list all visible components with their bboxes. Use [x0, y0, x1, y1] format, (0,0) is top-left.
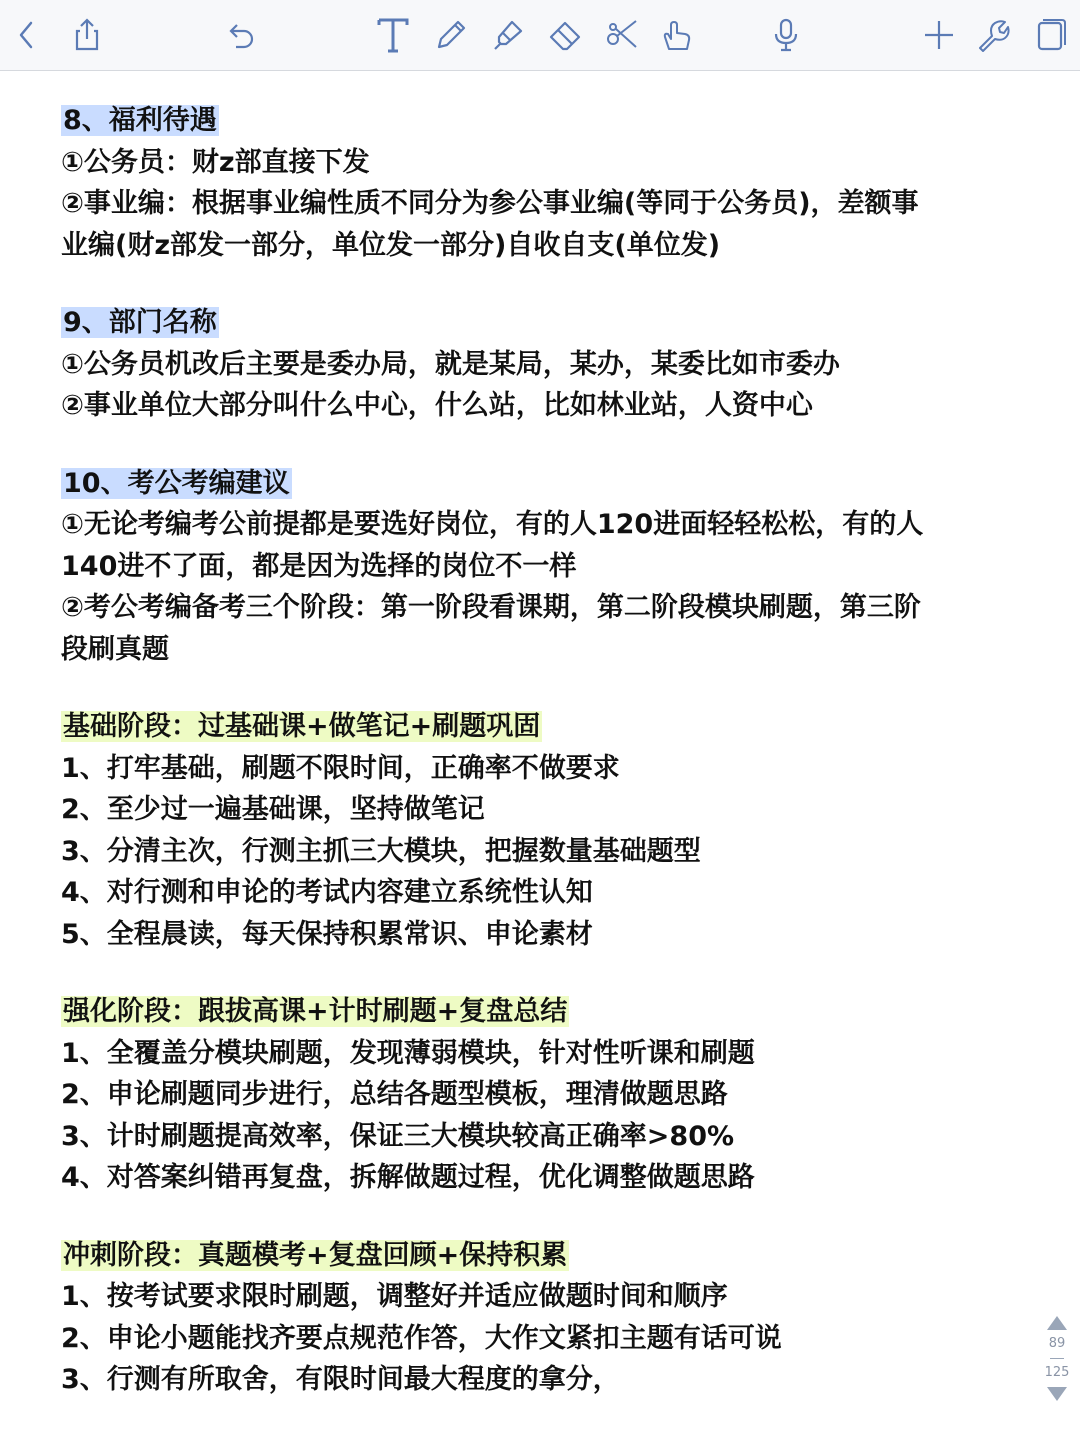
note-line: 1、全覆盖分模块刷题，发现薄弱模块，针对性听课和刷题 [61, 1037, 755, 1069]
share-icon[interactable] [64, 12, 110, 58]
note-line: ②事业单位大部分叫什么中心，什么站，比如林业站，人资中心 [61, 390, 813, 421]
back-icon[interactable] [4, 12, 50, 58]
hand-icon[interactable] [654, 12, 700, 58]
note-content[interactable] [61, 100, 1021, 1401]
section-heading: 8、福利待遇 [63, 105, 217, 136]
note-line: 2、申论刷题同步进行，总结各题型模板，理清做题思路 [61, 1079, 728, 1110]
page-indicator [1044, 1316, 1070, 1416]
pen-icon[interactable] [428, 12, 474, 58]
note-line: 业编(财z部发一部分，单位发一部分)自收自支(单位发) [61, 229, 721, 261]
note-line: ①公务员机改后主要是委办局，就是某局，某办，某委比如市委办 [61, 348, 840, 380]
page-down-icon[interactable] [1047, 1387, 1067, 1401]
undo-icon[interactable] [217, 12, 263, 58]
current-page: 89 [1048, 1336, 1066, 1351]
note-line: 1、按考试要求限时刷题，调整好并适应做题时间和顺序 [61, 1281, 728, 1312]
add-icon[interactable] [916, 12, 962, 58]
page-divider [1050, 1358, 1064, 1359]
section-heading: 冲刺阶段：真题模考+复盘回顾+保持积累 [63, 1239, 568, 1271]
note-line: 1、打牢基础，刷题不限时间，正确率不做要求 [61, 752, 620, 784]
top-toolbar [0, 0, 1080, 71]
note-line: ②考公考编备考三个阶段：第一阶段看课期，第二阶段模块刷题，第三阶 [61, 592, 921, 623]
lasso-icon[interactable] [599, 12, 645, 58]
eraser-icon[interactable] [542, 12, 588, 58]
note-line: ①无论考编考公前提都是要选好岗位，有的人120进面轻轻松松，有的人 [61, 509, 924, 540]
note-line: 4、对行测和申论的考试内容建立系统性认知 [61, 877, 593, 908]
note-line: 3、计时刷题提高效率，保证三大模块较高正确率>80% [61, 1120, 735, 1152]
section-heading: 强化阶段：跟拔高课+计时刷题+复盘总结 [63, 996, 568, 1027]
microphone-icon[interactable] [763, 12, 809, 58]
note-line: ②事业编：根据事业编性质不同分为参公事业编(等同于公务员)，差额事 [61, 188, 919, 219]
page-up-icon[interactable] [1047, 1316, 1067, 1330]
section-heading: 基础阶段：过基础课+做笔记+刷题巩固 [63, 711, 541, 742]
note-line: ①公务员：财z部直接下发 [61, 146, 370, 178]
section-heading: 10、考公考编建议 [63, 467, 290, 499]
note-line: 4、对答案纠错再复盘，拆解做题过程，优化调整做题思路 [61, 1162, 755, 1193]
note-line: 140进不了面，都是因为选择的岗位不一样 [61, 550, 577, 582]
page-icon[interactable] [1027, 12, 1073, 58]
note-line: 2、至少过一遍基础课，坚持做笔记 [61, 794, 485, 825]
section-heading: 9、部门名称 [63, 307, 217, 338]
note-line: 5、全程晨读，每天保持积累常识、申论素材 [61, 918, 593, 950]
text-tool-icon[interactable] [370, 12, 416, 58]
wrench-icon[interactable] [970, 12, 1016, 58]
note-line: 段刷真题 [61, 633, 169, 665]
note-line: 3、行测有所取舍，有限时间最大程度的拿分， [61, 1364, 620, 1395]
highlighter-icon[interactable] [485, 12, 531, 58]
total-pages: 125 [1044, 1365, 1070, 1380]
note-line: 2、申论小题能找齐要点规范作答，大作文紧扣主题有话可说 [61, 1322, 782, 1354]
note-line: 3、分清主次，行测主抓三大模块，把握数量基础题型 [61, 835, 701, 867]
